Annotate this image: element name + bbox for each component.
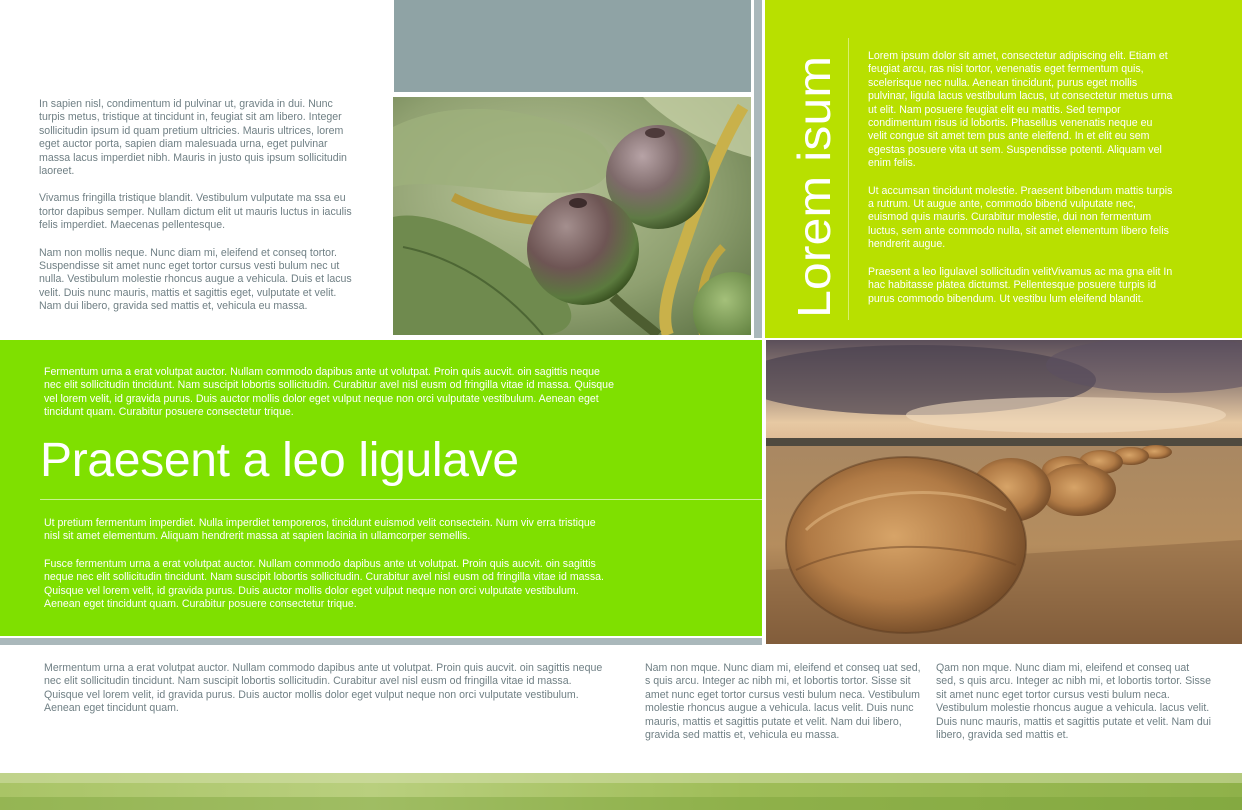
intro-paragraph-2: Vivamus fringilla tristique blandit. Vestibulum vulputate ma ssa eu tortor dapibus semper. Nullam dictum elit ut mauris luctus in iaculis felis imperdiet. Maecenas pellentesque.	[39, 192, 352, 232]
horizontal-divider	[0, 638, 762, 645]
feature-paragraph-2: Ut pretium fermentum imperdiet. Nulla imperdiet temporeros, tincidunt euismod velit consectein. Num viv erra tristique nisl sit amet elementum. Aliquam hendrerit massa at sapien lacinia in ullamcorper semellis.	[44, 517, 596, 543]
hay-bales-field-photo	[766, 340, 1242, 644]
intro-text-column	[39, 98, 359, 314]
bottom-middle-paragraph: Nam non mque. Nunc diam mi, eleifend et conseq uat sed, s quis arcu. Integer ac nibh mi, et lobortis tortor. Sisse sit amet nunc eget tortor cursus vesti bulum neca. Vestibulum molestie rhoncus augue a vehicula. lacus velit. Duis nunc mauris, mattis et sagittis putate et velit. Nam dui libero, gravida sed mattis et, vehicula eu massa.	[645, 662, 921, 742]
lime-paragraph-1: Lorem ipsum dolor sit amet, consectetur adipiscing elit. Etiam et feugiat arcu, ras nisi tortor, venenatis eget fermentum quis, scelerisque nec nulla. Aenean tincidunt, purus eget mollis pulvinar, ligula lacus vestibulum lacus, ut consectetur metus urna ut elit. Nam posuere feugiat elit eu mattis. Sed tempor condimentum risus id lobortis. Phasellus venenatis neque eu velit congue sit amet tem pus ante eleifend. In et elit eu sem egestas posuere vita ut sem. Suspendisse potenti. Aliquam vel enim felis.	[868, 50, 1173, 170]
lime-panel-text	[868, 50, 1174, 306]
headline-rule	[40, 499, 762, 500]
vertical-title-text: Lorem isum	[788, 77, 840, 318]
feature-headline: Praesent a leo ligulave	[40, 434, 519, 487]
lime-paragraph-2: Ut accumsan tincidunt molestie. Praesent bibendum mattis turpis a rutrum. Ut augue ante, commodo bibend vulputate nec, euismod quis mauris. Curabitur molestie, dui non fermentum luctus, sem ante commodo nulla, sit amet elementum libero felis hendrerit augue.	[868, 184, 1173, 251]
feature-paragraph-1: Fermentum urna a erat volutpat auctor. Nullam commodo dapibus ante ut volutpat. Proin quis aucvit. oin sagittis neque nec elit sollicitudin tincidunt. Nam suscipit lobortis sollicitudin. Curabitur avel nisl eusm od fringilla vitae id massa. Quisque vel lorem velit, id gravida purus. Duis auctor mollis dolor eget vulput neque non orci vulputate vestibulum. Aenean eget tincidunt quam. Curabitur posuere consectetur trique.	[44, 366, 614, 419]
intro-paragraph-3: Nam non mollis neque. Nunc diam mi, eleifend et conseq tortor. Suspendisse sit amet nunc eget tortor cursus vesti bulum nec ut nulla. Vestibulum molestie rhoncus augue a vehicula. Duis et lacus velit. Duis nunc mauris, mattis et sagittis eget, vulputate et velit. Nam dui libero, gravida sed mattis et, vehicula eu massa.	[39, 246, 352, 313]
feature-paragraph-3: Fusce fermentum urna a erat volutpat auctor. Nullam commodo dapibus ante ut volutpat. Proin quis aucvit. oin sagittis neque nec elit sollicitudin tincidunt. Nam suscipit lobortis sollicitudin. Curabitur avel nisl eusm od fringilla vitae id massa. Quisque vel lorem velit, id gravida purus. Duis auctor mollis dolor eget vulput neque non orci vulputate vestibulum. Aenean eget tincidunt quam. Curabitur posuere consectetur trique.	[44, 558, 604, 611]
gray-header-block	[394, 0, 751, 92]
hay-bales-illustration	[766, 340, 1242, 644]
vertical-divider	[754, 0, 762, 338]
fig-fruit-illustration	[393, 97, 751, 335]
bottom-left-paragraph: Mermentum urna a erat volutpat auctor. Nullam commodo dapibus ante ut volutpat. Proin quis aucvit. oin sagittis neque nec elit sollicitudin tincidunt. Nam suscipit lobortis sollicitudin. Curabitur avel nisl eusm od fringilla vitae id massa. Quisque vel lorem velit, id gravida purus. Duis auctor mollis dolor eget vulput neque non orci vulputate vestibulum. Aenean eget tincidunt quam.	[44, 662, 603, 715]
vertical-title-svg	[770, 50, 850, 320]
lime-paragraph-3: Praesent a leo ligulavel sollicitudin velitVivamus ac ma gna elit In hac habitasse platea dictumst. Pellentesque posuere turpis id purus commodo bibendum. Ut vestibu lum eleifend blandit.	[868, 265, 1173, 305]
grass-strip-photo	[0, 773, 1242, 810]
fig-fruit-photo	[393, 97, 751, 335]
bottom-right-paragraph: Qam non mque. Nunc diam mi, eleifend et conseq uat sed, s quis arcu. Integer ac nibh mi, et lobortis tortor. Sisse sit amet nunc eget tortor cursus vesti bulum neca. Vestibulum molestie rhoncus augue a vehicula. lacus velit. Duis nunc mauris, mattis et sagittis putate et velit. Nam dui libero, gravida sed mattis et.	[936, 662, 1211, 742]
grass-illustration	[0, 773, 1242, 810]
intro-paragraph-1: In sapien nisl, condimentum id pulvinar ut, gravida in dui. Nunc turpis metus, tristique at tincidunt in, feugiat sit am libero. Integer sollicitudin ipsum id quam pretium ultricies. Mauris ultrices, lorem eget auctor porta, sapien diam malesuada urna, eget pulvinar massa lacus imperdiet nibh. Mauris in justo quis ipsum sollicitudin laoreet.	[39, 98, 347, 178]
vertical-rule	[848, 38, 849, 320]
vertical-title	[770, 50, 850, 320]
